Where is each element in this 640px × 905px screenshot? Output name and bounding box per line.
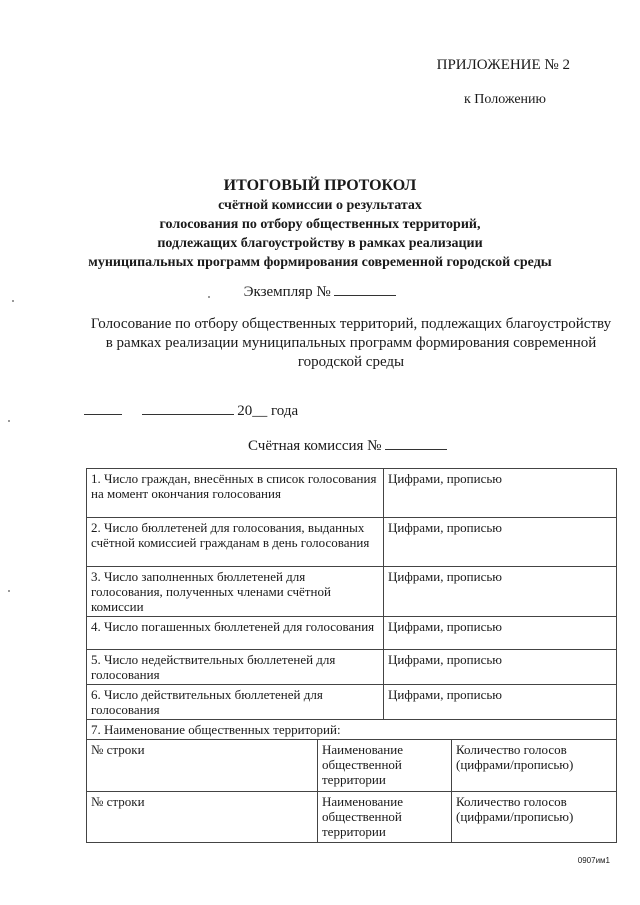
scan-speck: [12, 300, 14, 302]
commission-label: Счётная комиссия №: [248, 438, 382, 454]
territories-table: [87, 739, 616, 842]
intro-paragraph: Голосование по отбору общественных территорий, подлежащих благоустройству в рамках реализации муниципальных программ формирования современной городской среды: [90, 316, 612, 370]
title-line: голосования по отбору общественных территорий,: [159, 217, 481, 232]
table-row: [87, 469, 617, 518]
table-row: [87, 792, 616, 842]
row-number-cell: № строки: [87, 740, 318, 792]
table-row: [87, 650, 617, 685]
territory-name-cell: Наименование общественной территории: [318, 740, 452, 792]
row-value: Цифрами, прописью: [384, 567, 617, 617]
month-blank: [142, 402, 234, 415]
copy-label: Экземпляр №: [243, 284, 331, 300]
date-line: [84, 402, 298, 420]
votes-cell: Количество голосов (цифрами/прописью): [452, 792, 617, 842]
territories-container: [87, 739, 617, 842]
title-line: подлежащих благоустройству в рамках реализации: [157, 236, 483, 251]
row-number-cell: № строки: [87, 792, 318, 842]
copy-number-line: [0, 283, 640, 301]
row-label: 2. Число бюллетеней для голосования, выданных счётной комиссией гражданам в день голосования: [87, 518, 384, 567]
title-line: муниципальных программ формирования современной городской среды: [88, 255, 552, 270]
row-label: 3. Число заполненных бюллетеней для голосования, полученных членами счётной комиссии: [87, 567, 384, 617]
title-line: счётной комиссии о результатах: [218, 198, 422, 213]
document-title: [0, 176, 640, 272]
row-label: 4. Число погашенных бюллетеней для голосования: [87, 617, 384, 650]
copy-number-blank: [334, 283, 396, 296]
territories-heading: 7. Наименование общественных территорий:: [87, 720, 617, 740]
appendix-number: ПРИЛОЖЕНИЕ № 2: [436, 57, 570, 73]
row-value: Цифрами, прописью: [384, 685, 617, 720]
scan-speck: [208, 296, 210, 298]
footer-code: 0907им1: [577, 856, 610, 865]
row-label: 1. Число граждан, внесённых в список голосования на момент окончания голосования: [87, 469, 384, 518]
row-label: 6. Число действительных бюллетеней для голосования: [87, 685, 384, 720]
commission-number-blank: [385, 437, 447, 450]
votes-cell: Количество голосов (цифрами/прописью): [452, 740, 617, 792]
row-value: Цифрами, прописью: [384, 469, 617, 518]
row-value: Цифрами, прописью: [384, 518, 617, 567]
results-table: [86, 468, 617, 843]
scan-speck: [8, 420, 10, 422]
year-label: 20__ года: [237, 403, 299, 419]
scan-speck: [8, 590, 10, 592]
row-value: Цифрами, прописью: [384, 650, 617, 685]
table-row: [87, 617, 617, 650]
table-row: [87, 740, 616, 792]
territory-name-cell: Наименование общественной территории: [318, 792, 452, 842]
table-row: [87, 567, 617, 617]
row-label: 5. Число недействительных бюллетеней для голосования: [87, 650, 384, 685]
table-row: [87, 685, 617, 720]
appendix-subtitle: к Положению: [463, 92, 546, 107]
day-blank: [84, 402, 122, 415]
territories-nested-row: [87, 739, 617, 842]
row-value: Цифрами, прописью: [384, 617, 617, 650]
commission-line: [248, 437, 447, 455]
territories-heading-row: [87, 720, 617, 740]
table-row: [87, 518, 617, 567]
title-main: ИТОГОВЫЙ ПРОТОКОЛ: [223, 177, 417, 194]
